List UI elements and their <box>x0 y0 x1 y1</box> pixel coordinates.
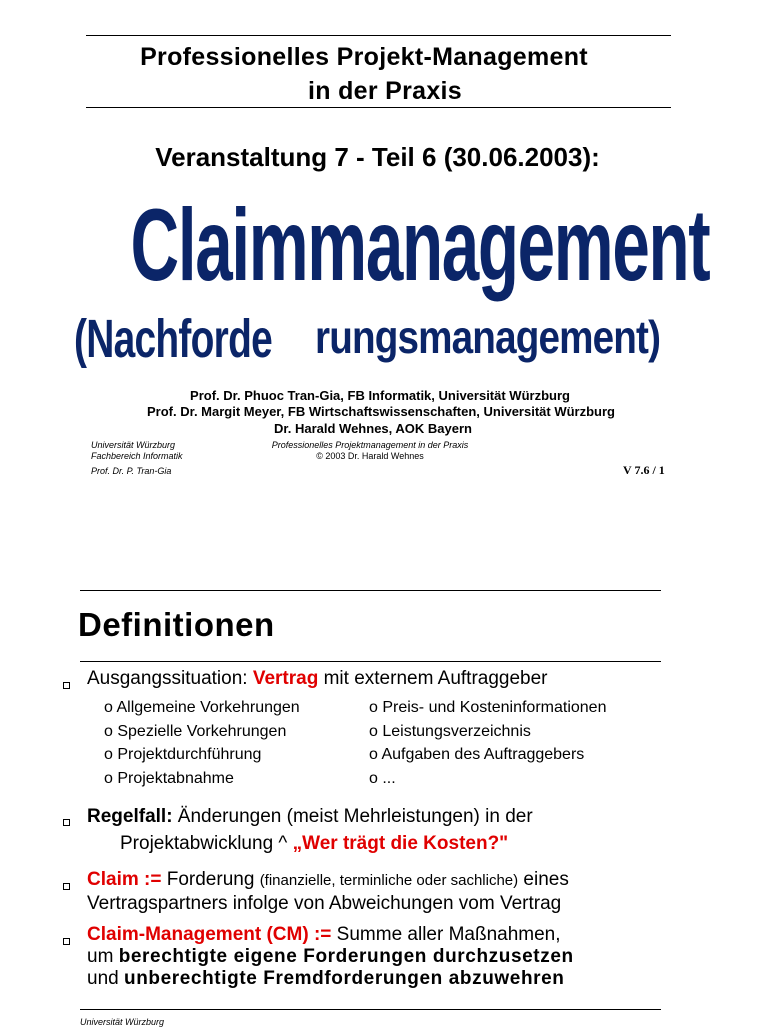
bullet-icon <box>63 937 70 947</box>
author-line: Prof. Dr. Phuoc Tran-Gia, FB Informatik, Universität Würzburg <box>190 388 570 403</box>
right-sublist <box>369 696 606 790</box>
item-regelfall-text: Änderungen (meist Mehrleistungen) in der <box>172 806 533 827</box>
session-title: Veranstaltung 7 - Teil 6 (30.06.2003): <box>155 142 600 172</box>
subtitle-part2: rungsmanagement) <box>315 311 661 363</box>
bullet-icon <box>63 882 70 892</box>
course-title-line2: in der Praxis <box>308 77 462 105</box>
item-cm-text1: Summe aller Maßnahmen, <box>331 924 561 945</box>
footer-copyright: © 2003 Dr. Harald Wehnes <box>316 451 424 461</box>
footer-course: Professionelles Projektmanagement in der Praxis <box>271 440 469 450</box>
main-title: Claimmanagement <box>130 188 710 302</box>
version-label: V 7.6 / 1 <box>623 463 665 477</box>
item-cm-line2-bold: berechtigte eigene Forderungen durchzusetzen <box>118 946 574 967</box>
item-regelfall-question: „Wer trägt die Kosten?" <box>292 833 509 854</box>
item-regelfall-text2: Projektabwicklung ^ <box>120 833 293 854</box>
item-claim-label: Claim := <box>87 869 162 890</box>
heading-rule <box>80 661 661 662</box>
item-cm-line2-prefix: um <box>87 946 119 967</box>
item-cm-line3-bold: unberechtigte Fremdforderungen abzuwehren <box>123 968 565 989</box>
slide2-top-rule <box>80 590 661 591</box>
item-situation-highlight: Vertrag <box>252 668 319 689</box>
top-rule <box>86 35 671 36</box>
author-line: Dr. Harald Wehnes, AOK Bayern <box>274 421 472 436</box>
item-claim-text2: eines <box>518 869 569 890</box>
item-cm-line3 <box>87 967 565 991</box>
item-claim-small: (finanzielle, terminliche oder sachliche) <box>259 872 519 889</box>
sublist-item: o Projektabnahme <box>104 769 234 787</box>
footer-university: Universität Würzburg <box>91 440 176 450</box>
sublist-item: o Allgemeine Vorkehrungen <box>104 699 300 716</box>
title-rule <box>86 107 671 108</box>
subtitle-part1: (Nachforde <box>74 309 273 369</box>
item-cm-line2 <box>87 945 574 969</box>
item-situation-prefix: Ausgangssituation: <box>87 668 253 689</box>
author-line: Prof. Dr. Margit Meyer, FB Wirtschaftswissenschaften, Universität Würzburg <box>147 404 615 419</box>
sublist-item: o Projektdurchführung <box>104 746 262 763</box>
sublist-item: o ... <box>369 769 396 787</box>
bullet-icon <box>63 818 70 828</box>
footer-professor: Prof. Dr. P. Tran-Gia <box>91 466 172 476</box>
slide2-bottom-rule <box>80 1009 661 1010</box>
left-sublist <box>104 696 300 790</box>
item-cm-line3-prefix: und <box>87 968 124 989</box>
sublist-item: o Leistungsverzeichnis <box>369 722 531 740</box>
item-regelfall <box>87 805 533 829</box>
sublist-item: o Preis- und Kosteninformationen <box>369 699 607 716</box>
item-claim-text1: Forderung <box>161 869 260 890</box>
sublist-item: o Spezielle Vorkehrungen <box>104 722 287 740</box>
item-claim-line2: Vertragspartners infolge von Abweichungen vom Vertrag <box>87 893 562 914</box>
item-situation-suffix: mit externem Auftraggeber <box>318 668 548 689</box>
item-regelfall-label: Regelfall: <box>87 806 173 827</box>
item-situation <box>87 667 548 691</box>
sublist-item: o Aufgaben des Auftraggebers <box>369 746 585 763</box>
section-heading: Definitionen <box>78 606 275 643</box>
item-cm <box>87 923 561 947</box>
bullet-icon <box>63 681 70 691</box>
item-cm-label: Claim-Management (CM) := <box>87 924 332 945</box>
footer-partial: Universität Würzburg <box>80 1017 165 1027</box>
course-title-line1: Professionelles Projekt-Management <box>140 43 588 71</box>
footer-department: Fachbereich Informatik <box>91 451 183 461</box>
item-claim <box>87 868 569 893</box>
item-regelfall-line2 <box>120 832 508 856</box>
